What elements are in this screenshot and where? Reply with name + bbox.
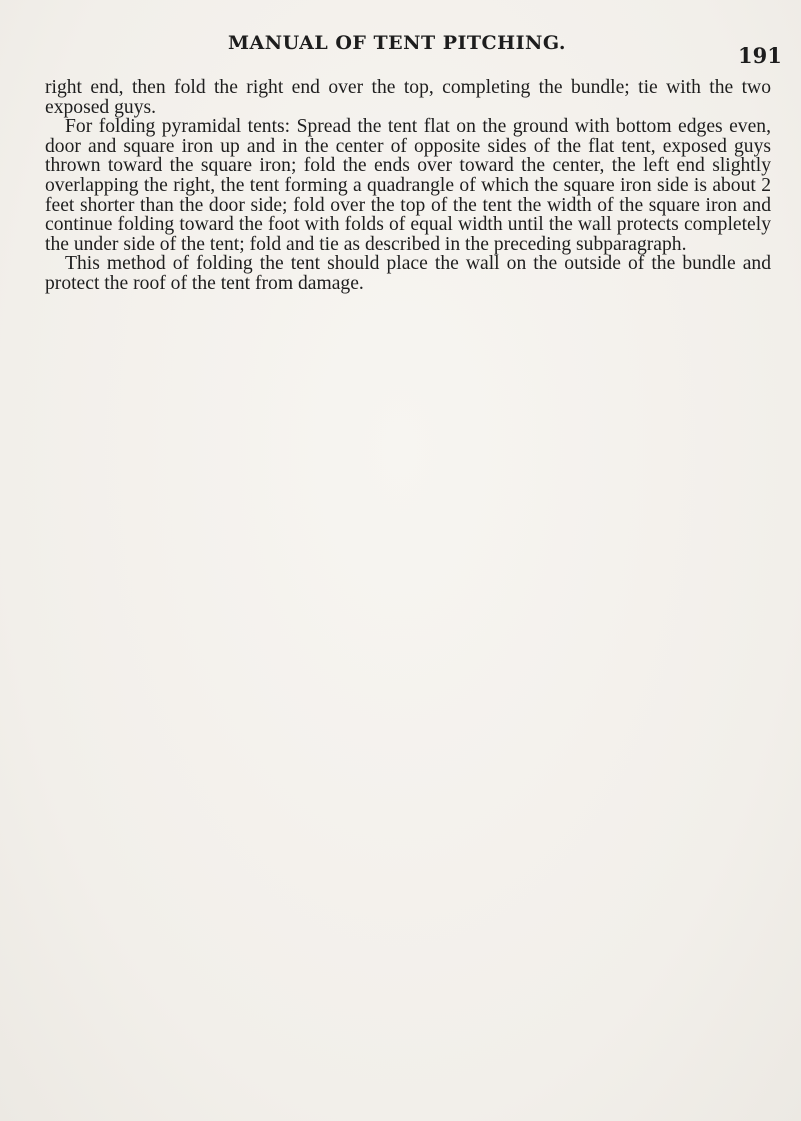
body-text [45,78,771,294]
running-head [0,30,801,68]
paragraph-folding-method: This method of folding the tent should place the wall on the outside of the bundle and protect the roof of the tent from damage. [45,253,771,294]
page-number: 191 [738,43,782,68]
paragraph-continuation: right end, then fold the right end over the top, completing the bundle; tie with the two exposed guys. [45,77,771,118]
running-title: MANUAL OF TENT PITCHING. [228,32,567,54]
paragraph-pyramidal-tents: For folding pyramidal tents: Spread the tent flat on the ground with bottom edges even, door and square iron up and in the center of opposite sides of the flat tent, exposed guys thrown toward the square iron; fold the ends over toward the center, the left end slightly overlapping the right, the tent forming a quadrangle of which the square iron side is about 2 feet shorter than the door side; fold over the top of the tent the width of the square iron and continue folding toward the foot with folds of equal width until the wall protects completely the under side of the tent; fold and tie as described in the preceding subparagraph. [45,116,771,255]
